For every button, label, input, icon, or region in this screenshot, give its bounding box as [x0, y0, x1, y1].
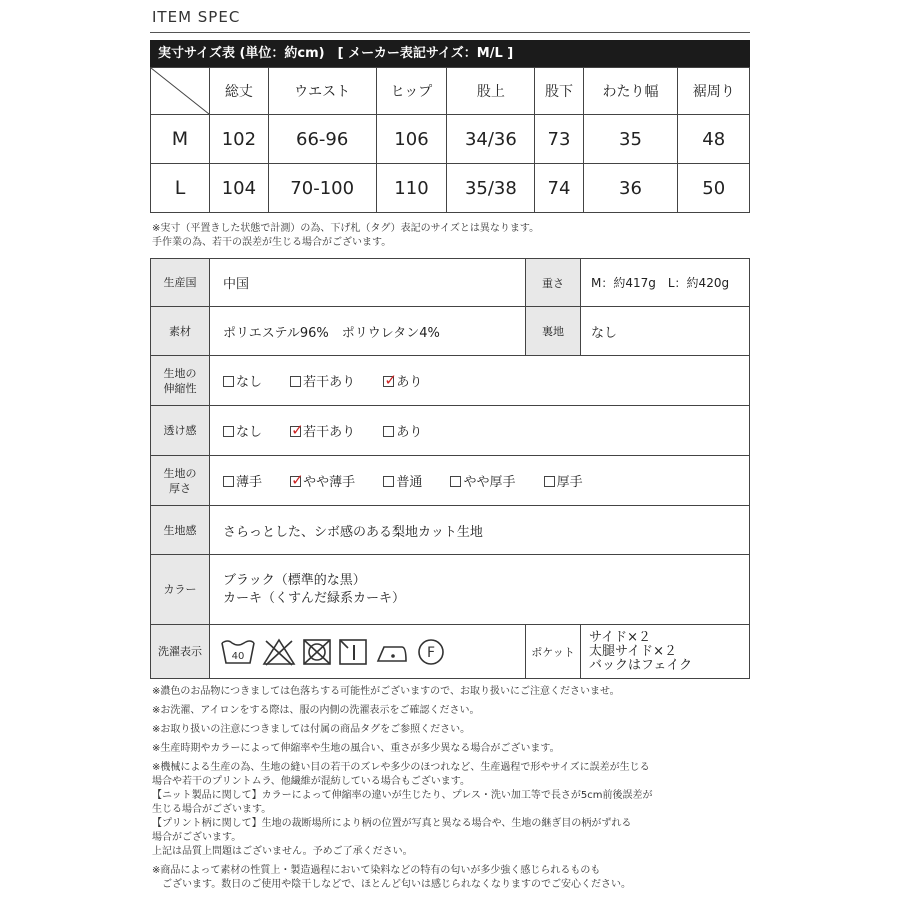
checkbox [383, 476, 394, 487]
col-header: 股上 [447, 68, 535, 115]
pocket-line: バックはフェイク [589, 657, 693, 673]
thickness-options [210, 456, 750, 506]
color-value [210, 555, 750, 625]
texture-label: 生地感 [151, 506, 210, 555]
table-cell: 48 [678, 115, 750, 164]
sheer-options [210, 406, 750, 456]
size-note: ※実寸（平置きした状態で計測）の為、下げ札（タグ）表記のサイズとは異なります。 手作業の為、若干の誤差が生じる場合がございます。 [152, 223, 540, 248]
spec-table [150, 258, 750, 679]
size-table-header-row [151, 68, 750, 115]
footnote: ※濃色のお品物につきましては色落ちする可能性がございますので、お取り扱いにご注意くださいませ。 [152, 686, 620, 697]
option [383, 421, 422, 440]
footnote: ※生産時期やカラーによって伸縮率や生地の風合い、重さが多少異なる場合がございます。 [152, 743, 560, 754]
size-table [150, 67, 750, 213]
sheer-label: 透け感 [151, 406, 210, 456]
footnote: ※商品によって素材の性質上・製造過程において染料などの特有の匂いが多少強く感じられるものも ございます。数日のご使用や陰干しなどで、ほとんど匂いは感じられなくなりますのでご安心ください。 [152, 865, 631, 890]
size-table-corner [151, 68, 210, 115]
checkmark-icon: ✓ [291, 471, 304, 489]
option [290, 371, 355, 390]
checkbox [450, 476, 461, 487]
table-cell: 74 [535, 164, 583, 213]
table-cell: 70-100 [268, 164, 376, 213]
table-row [151, 164, 750, 213]
checkbox [290, 421, 304, 439]
option-label: あり [396, 425, 423, 440]
table-cell: 106 [376, 115, 447, 164]
option-label: なし [236, 375, 263, 390]
care-icons [210, 625, 526, 679]
spec-row-care [151, 625, 750, 679]
table-cell: 66-96 [268, 115, 376, 164]
color-line: ブラック（標準的な黒） [223, 572, 366, 588]
option-label: やや薄手 [303, 475, 356, 490]
no-tumble-dry-icon [302, 637, 332, 667]
spec-row-stretch [151, 356, 750, 406]
option [223, 421, 262, 440]
spec-row-material [151, 307, 750, 356]
stretch-options [210, 356, 750, 406]
pocket-line: 太腿サイド×２ [589, 643, 677, 659]
col-header: わたり幅 [583, 68, 678, 115]
option [544, 471, 583, 490]
pocket-label: ポケット [526, 625, 581, 679]
option-label: あり [396, 375, 423, 390]
table-cell: 110 [376, 164, 447, 213]
size-label: L [151, 164, 210, 213]
iron-low-icon [374, 637, 410, 667]
table-cell: 35 [583, 115, 678, 164]
weight-value: M：約417g L：約420g [581, 259, 750, 307]
spec-row-sheer [151, 406, 750, 456]
checkbox [290, 471, 304, 489]
color-line: カーキ（くすんだ緑系カーキ） [223, 590, 406, 606]
option-label: なし [236, 425, 263, 440]
checkbox [383, 426, 394, 437]
table-cell: 102 [210, 115, 269, 164]
option [223, 371, 262, 390]
checkmark-icon: ✓ [291, 421, 304, 439]
checkmark-icon: ✓ [384, 371, 397, 389]
footnotes [152, 685, 752, 897]
checkbox [223, 476, 234, 487]
table-cell: 104 [210, 164, 269, 213]
footnote: ※お取り扱いの注意につきましては付属の商品タグをご参照ください。 [152, 724, 471, 735]
option [383, 371, 422, 390]
checkbox [544, 476, 555, 487]
texture-value: さらっとした、シボ感のある梨地カット生地 [210, 506, 750, 555]
checkbox [223, 426, 234, 437]
stretch-label: 生地の 伸縮性 [151, 356, 210, 406]
wash-40-icon [220, 637, 256, 667]
footnote: ※お洗濯、アイロンをする際は、服の内側の洗濯表示をご確認ください。 [152, 705, 480, 716]
option [223, 471, 262, 490]
spec-row-texture [151, 506, 750, 555]
option-label: 厚手 [556, 475, 583, 490]
svg-text:40: 40 [231, 650, 245, 662]
pocket-line: サイド×２ [589, 629, 651, 645]
table-row [151, 115, 750, 164]
table-cell: 73 [535, 115, 583, 164]
lining-label: 裏地 [526, 307, 581, 356]
dry-clean-f-icon [416, 637, 446, 667]
option [290, 471, 355, 490]
option [290, 421, 355, 440]
table-cell: 35/38 [447, 164, 535, 213]
spec-row-origin [151, 259, 750, 307]
table-cell: 36 [583, 164, 678, 213]
col-header: 股下 [535, 68, 583, 115]
size-table-header: 実寸サイズ表 (単位：約cm) [ メーカー表記サイズ：M/L ] [150, 40, 750, 67]
checkbox [383, 371, 397, 389]
footnote: ※機械による生産の為、生地の縫い目の若干のズレや多少のほつれなど、生産過程で形やサイズに誤差が生じる 場合や若干のプリントムラ、他繊維が混紡している場合もございます。 【ニット製品に関して】カラーによって伸縮率の違いが生じたり、プレス・洗い加工等で長さが5cm前後誤差が 生じる場合がございます。 【プリント柄に関して】生地の裁断場所により柄の位置が写真と異なる場合や、生地の継ぎ目の柄がずれる 場合がございます。 上記は品質上問題はございません。予めご了承ください。 [152, 762, 653, 857]
col-header: 裾周り [678, 68, 750, 115]
option-label: 普通 [396, 475, 423, 490]
lining-value: なし [581, 307, 750, 356]
material-value: ポリエステル96% ポリウレタン4% [210, 307, 526, 356]
option [450, 471, 515, 490]
option-label: やや厚手 [463, 475, 516, 490]
weight-label: 重さ [526, 259, 581, 307]
table-cell: 50 [678, 164, 750, 213]
option-label: 若干あり [303, 375, 356, 390]
color-label: カラー [151, 555, 210, 625]
pocket-value [581, 625, 750, 679]
line-dry-shade-icon [338, 637, 368, 667]
no-bleach-icon [262, 637, 296, 667]
spec-row-thickness [151, 456, 750, 506]
checkbox [290, 376, 301, 387]
section-title: ITEM SPEC [152, 8, 241, 26]
col-header: ヒップ [376, 68, 447, 115]
col-header: ウエスト [268, 68, 376, 115]
thickness-label: 生地の 厚さ [151, 456, 210, 506]
table-cell: 34/36 [447, 115, 535, 164]
option-label: 若干あり [303, 425, 356, 440]
origin-value: 中国 [210, 259, 526, 307]
title-divider [150, 32, 750, 33]
checkbox [223, 376, 234, 387]
option-label: 薄手 [236, 475, 263, 490]
spec-row-color [151, 555, 750, 625]
size-label: M [151, 115, 210, 164]
col-header: 総丈 [210, 68, 269, 115]
material-label: 素材 [151, 307, 210, 356]
origin-label: 生産国 [151, 259, 210, 307]
svg-text:F: F [426, 644, 436, 661]
option [383, 471, 422, 490]
care-label: 洗濯表示 [151, 625, 210, 679]
